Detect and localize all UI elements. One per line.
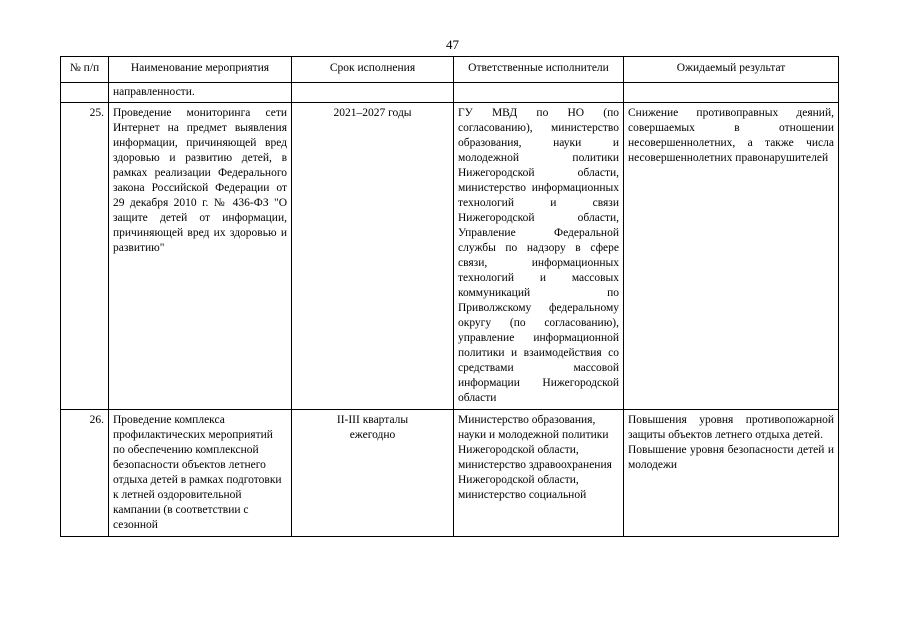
header-event-name: Наименование мероприятия (109, 57, 292, 83)
cell-term (292, 83, 454, 103)
events-table (60, 56, 839, 537)
table-row-continuation (61, 83, 839, 103)
table-row (61, 103, 839, 410)
cell-term (292, 410, 454, 537)
executors-text: Министерство образования, науки и молодежной политики Нижегородской области, министерство здравоохранения Нижегородской области, министерство социальной (458, 414, 612, 501)
cell-expected-result (624, 83, 839, 103)
page-number: 47 (446, 37, 459, 52)
cell-expected-result (624, 410, 839, 537)
result-text: Повышения уровня противопожарной защиты объектов летнего отдыха детей. Повышение уровня безопасности детей и молодежи (628, 414, 834, 471)
table-row (61, 410, 839, 537)
cell-number (61, 83, 109, 103)
cell-event-name: направленности. (109, 83, 292, 103)
header-number: № п/п (61, 57, 109, 83)
cell-executors (454, 83, 624, 103)
cell-number: 26. (61, 410, 109, 537)
cell-event-name: Проведение комплекса профилактических мероприятий по обеспечению комплексной безопасности объектов летнего отдыха детей в рамках подготовки к летней оздоровительной кампании (в соответствии с сезонной (109, 410, 292, 537)
cell-executors (454, 410, 624, 537)
cell-number: 25. (61, 103, 109, 410)
cell-executors: ГУ МВД по НО (по согласованию), министерство образования, науки и молодежной политики Нижегородской области, министерство информационных технологий и связи Нижегородской области, Управление Федеральной службы по надзору в сфере связи, информационных технологий и массовых коммуникаций по Приволжскому федеральному округу (по согласованию), управление информационной политики и взаимодействия со средствами массовой информации Нижегородской области (454, 103, 624, 410)
header-executors: Ответственные исполнители (454, 57, 624, 83)
cell-expected-result: Снижение противоправных деяний, совершаемых в отношении несовершеннолетних, а также числа несовершеннолетних правонарушителей (624, 103, 839, 410)
table-header-row (61, 57, 839, 83)
header-expected-result: Ожидаемый результат (624, 57, 839, 83)
cell-event-name: Проведение мониторинга сети Интернет на предмет выявления информации, причиняющей вред здоровью и развитию детей, в рамках реализации Федерального закона Российской Федерации от 29 декабря 2010 г. № 436-ФЗ "О защите детей от информации, причиняющей вред их здоровью и развитию" (109, 103, 292, 410)
term-text: II-III кварталы ежегодно (336, 414, 409, 441)
cell-term: 2021–2027 годы (292, 103, 454, 410)
header-term: Срок исполнения (292, 57, 454, 83)
